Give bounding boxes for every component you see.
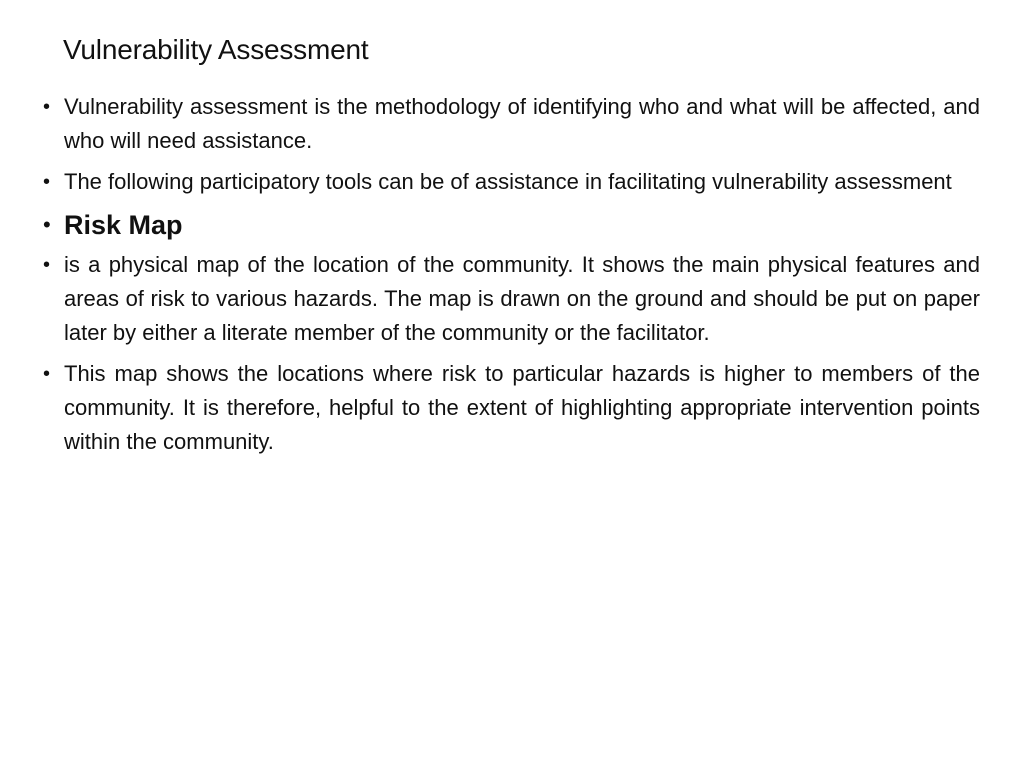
bullet-dot-icon: • — [43, 171, 51, 193]
bullet-dot-icon: • — [43, 212, 51, 237]
bullet-item — [40, 90, 980, 158]
slide-title: Vulnerability Assessment — [63, 34, 369, 65]
bullet-text: is a physical map of the location of the community. It shows the main physical features and areas of risk to various hazards. The map is drawn on the ground and should be put on paper later by either a literate member of the community or the facilitator. — [64, 252, 980, 345]
bullet-item — [40, 165, 980, 199]
bullet-item — [40, 248, 980, 350]
bullet-dot-icon: • — [43, 363, 51, 385]
bullet-dot-icon: • — [43, 254, 51, 276]
bullet-item-heading — [40, 206, 980, 244]
bullet-dot-icon: • — [43, 96, 51, 118]
bullet-text: This map shows the locations where risk to particular hazards is higher to members of the community. It is therefore, helpful to the extent of highlighting appropriate intervention points within the community. — [64, 361, 980, 454]
section-heading: Risk Map — [64, 210, 183, 240]
bullet-text: Vulnerability assessment is the methodology of identifying who and what will be affected, and who will need assistance. — [64, 94, 980, 153]
bullet-text: The following participatory tools can be of assistance in facilitating vulnerability assessment — [64, 169, 952, 194]
bullet-item — [40, 357, 980, 459]
bullet-list — [40, 90, 980, 466]
